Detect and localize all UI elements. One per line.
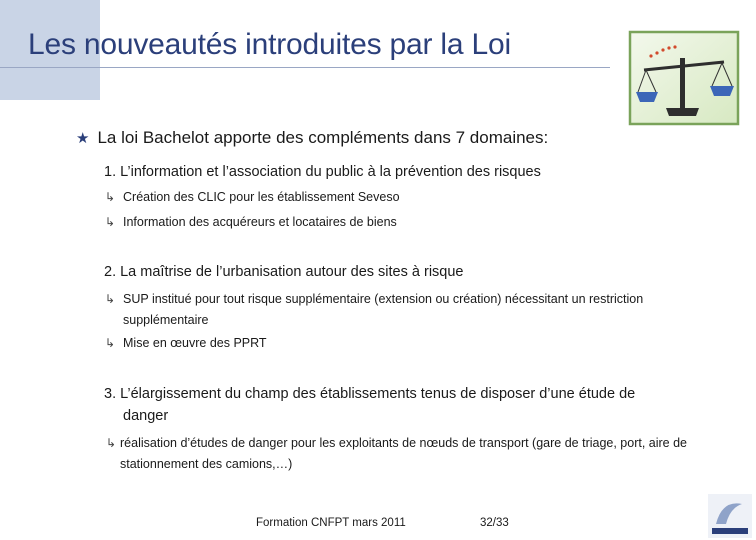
headline-text: La loi Bachelot apporte des compléments dans 7 domaines: — [97, 128, 549, 147]
list-item: ↳ SUP institué pour tout risque supplémentaire (extension ou création) nécessitant un restriction supplémentaire — [123, 289, 713, 331]
arrow-bullet-icon: ↳ — [105, 336, 116, 350]
arrow-bullet-icon: ↳ — [105, 215, 116, 229]
arrow-bullet-icon: ↳ — [106, 436, 117, 450]
section-3-heading-continued: danger — [123, 408, 169, 424]
list-item: ↳ réalisation d’études de danger pour les exploitants de nœuds de transport (gare de triage, port, aire de stationnement des camions,…) — [120, 433, 714, 475]
arrow-bullet-icon: ↳ — [105, 190, 116, 204]
section-3-heading: 3. L’élargissement du champ des établissements tenus de disposer d’une étude de — [104, 386, 636, 402]
footer-label: Formation CNFPT mars 2011 — [256, 517, 406, 529]
page-number: 32/33 — [480, 517, 509, 529]
organisation-logo-icon — [708, 494, 752, 538]
headline — [76, 128, 548, 148]
arrow-bullet-icon: ↳ — [105, 292, 116, 306]
star-icon: ★ — [76, 130, 90, 147]
scales-of-justice-icon — [626, 28, 742, 128]
page-title: Les nouveautés introduites par la Loi — [28, 28, 511, 61]
section-1-heading: 1. L’information et l’association du public à la prévention des risques — [104, 164, 541, 180]
title-divider — [0, 67, 610, 68]
list-item: ↳ Création des CLIC pour les établissement Seveso — [123, 187, 713, 208]
list-item: ↳ Mise en œuvre des PPRT — [123, 333, 713, 354]
section-2-heading: 2. La maîtrise de l’urbanisation autour des sites à risque — [104, 264, 464, 280]
list-item: ↳ Information des acquéreurs et locataires de biens — [123, 212, 713, 233]
